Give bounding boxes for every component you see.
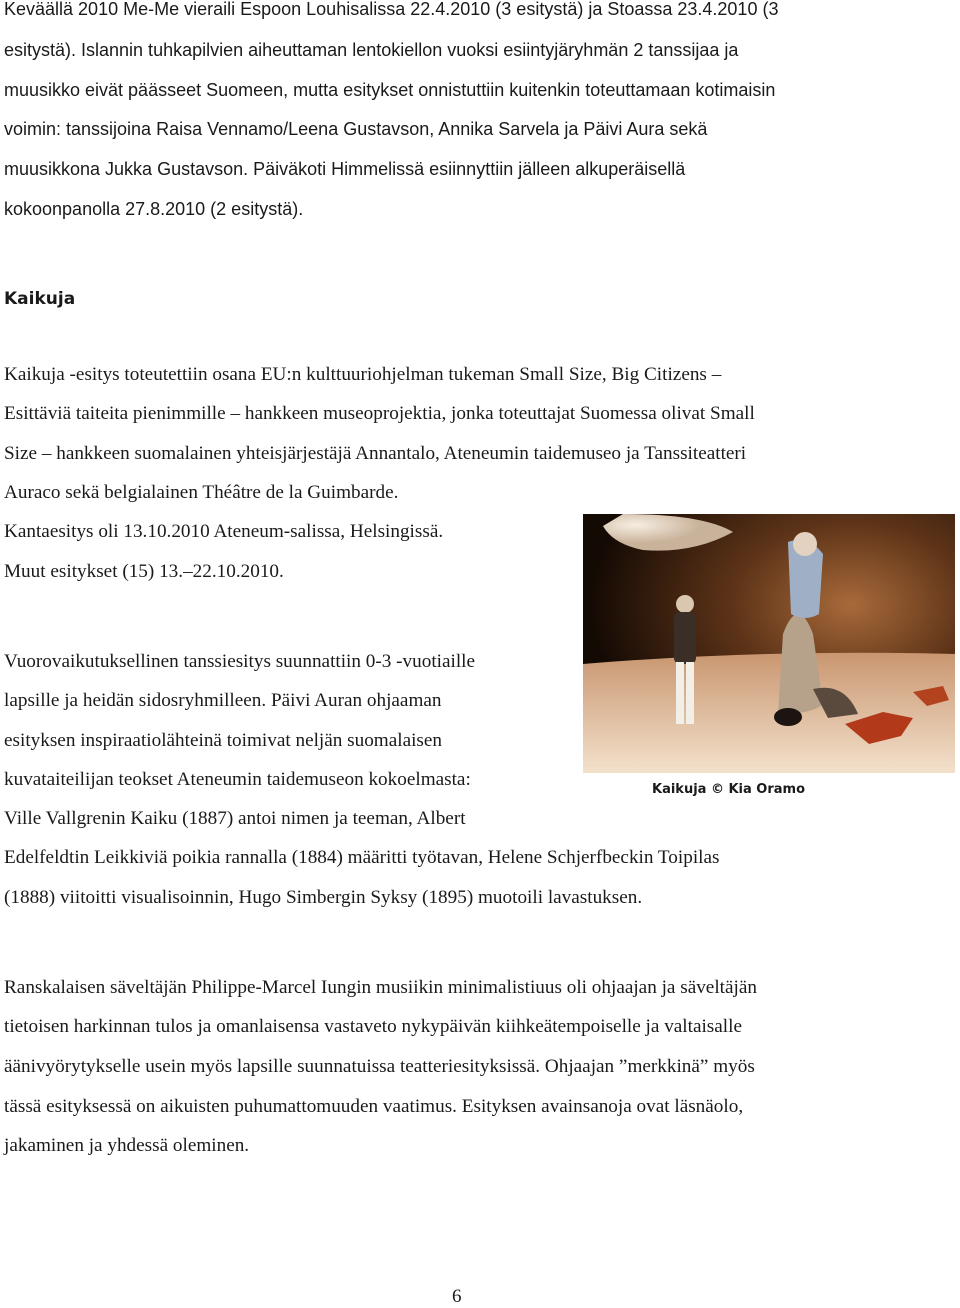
text-line: äänivyörytykselle usein myös lapsille suunnatuissa teatteriesityksissä. Ohjaajan ”merkkinä” myös bbox=[4, 1056, 755, 1077]
text-line: esityksen inspiraatiolähteinä toimivat neljän suomalaisen bbox=[4, 730, 443, 751]
text-line: voimin: tanssijoina Raisa Vennamo/Leena Gustavson, Annika Sarvela ja Päivi Aura sekä bbox=[4, 119, 708, 139]
text-line: Esittäviä taiteita pienimmille – hankkeen museoprojektia, jonka toteuttajat Suomessa olivat Small bbox=[4, 403, 755, 424]
text-line: Auraco sekä belgialainen Théâtre de la Guimbarde. bbox=[4, 482, 399, 503]
text-line: (1888) viitoitti visualisoinnin, Hugo Simbergin Syksy (1895) muotoili lavastuksen. bbox=[4, 887, 643, 908]
photo-caption: Kaikuja © Kia Oramo bbox=[652, 782, 806, 797]
text-line: kokoonpanolla 27.8.2010 (2 esitystä). bbox=[4, 199, 304, 219]
text-line: Vuorovaikutuksellinen tanssiesitys suunnattiin 0-3 -vuotiaille bbox=[4, 651, 476, 672]
text-line: muusikkona Jukka Gustavson. Päiväkoti Himmelissä esiinnyttiin jälleen alkuperäisellä bbox=[4, 159, 686, 179]
text-line: jakaminen ja yhdessä oleminen. bbox=[4, 1135, 250, 1156]
text-line: Muut esitykset (15) 13.–22.10.2010. bbox=[4, 561, 284, 582]
section-heading: Kaikuja bbox=[4, 289, 76, 309]
text-line: Kaikuja -esitys toteutettiin osana EU:n kulttuuriohjelman tukeman Small Size, Big Citizens – bbox=[4, 364, 722, 385]
text-line: tässä esityksessä on aikuisten puhumattomuuden vaatimus. Esityksen avainsanoja ovat läsnäolo, bbox=[4, 1096, 744, 1117]
text-line: kuvataiteilijan teokset Ateneumin taidemuseon kokoelmasta: bbox=[4, 769, 471, 790]
text-line: muusikko eivät päässeet Suomeen, mutta esitykset onnistuttiin kuitenkin toteuttamaan kotimaisin bbox=[4, 80, 776, 100]
text-line: lapsille ja heidän sidosryhmilleen. Päivi Auran ohjaaman bbox=[4, 690, 442, 711]
text-line: Kantaesitys oli 13.10.2010 Ateneum-salissa, Helsingissä. bbox=[4, 521, 444, 542]
page-number: 6 bbox=[452, 1286, 462, 1307]
text-line: Ranskalaisen säveltäjän Philippe-Marcel Iungin musiikin minimalistiuus oli ohjaajan ja säveltäjän bbox=[4, 977, 757, 998]
text-line: Size – hankkeen suomalainen yhteisjärjestäjä Annantalo, Ateneumin taidemuseo ja Tanssiteatteri bbox=[4, 443, 747, 464]
text-line: esitystä). Islannin tuhkapilvien aiheuttaman lentokiellon vuoksi esiintyjäryhmän 2 tanssijaa ja bbox=[4, 40, 739, 60]
performance-photo bbox=[583, 514, 955, 773]
text-line: Edelfeldtin Leikkiviä poikia rannalla (1884) määritti työtavan, Helene Schjerfbeckin Toipilas bbox=[4, 847, 720, 868]
text-line: Ville Vallgrenin Kaiku (1887) antoi nimen ja teeman, Albert bbox=[4, 808, 466, 829]
text-line: tietoisen harkinnan tulos ja omanlaisensa vastaveto nykypäivän kiihkeätempoiselle ja valtaisalle bbox=[4, 1016, 742, 1037]
text-line: Keväällä 2010 Me-Me vieraili Espoon Louhisalissa 22.4.2010 (3 esitystä) ja Stoassa 23.4.2010 (3 bbox=[4, 0, 779, 19]
